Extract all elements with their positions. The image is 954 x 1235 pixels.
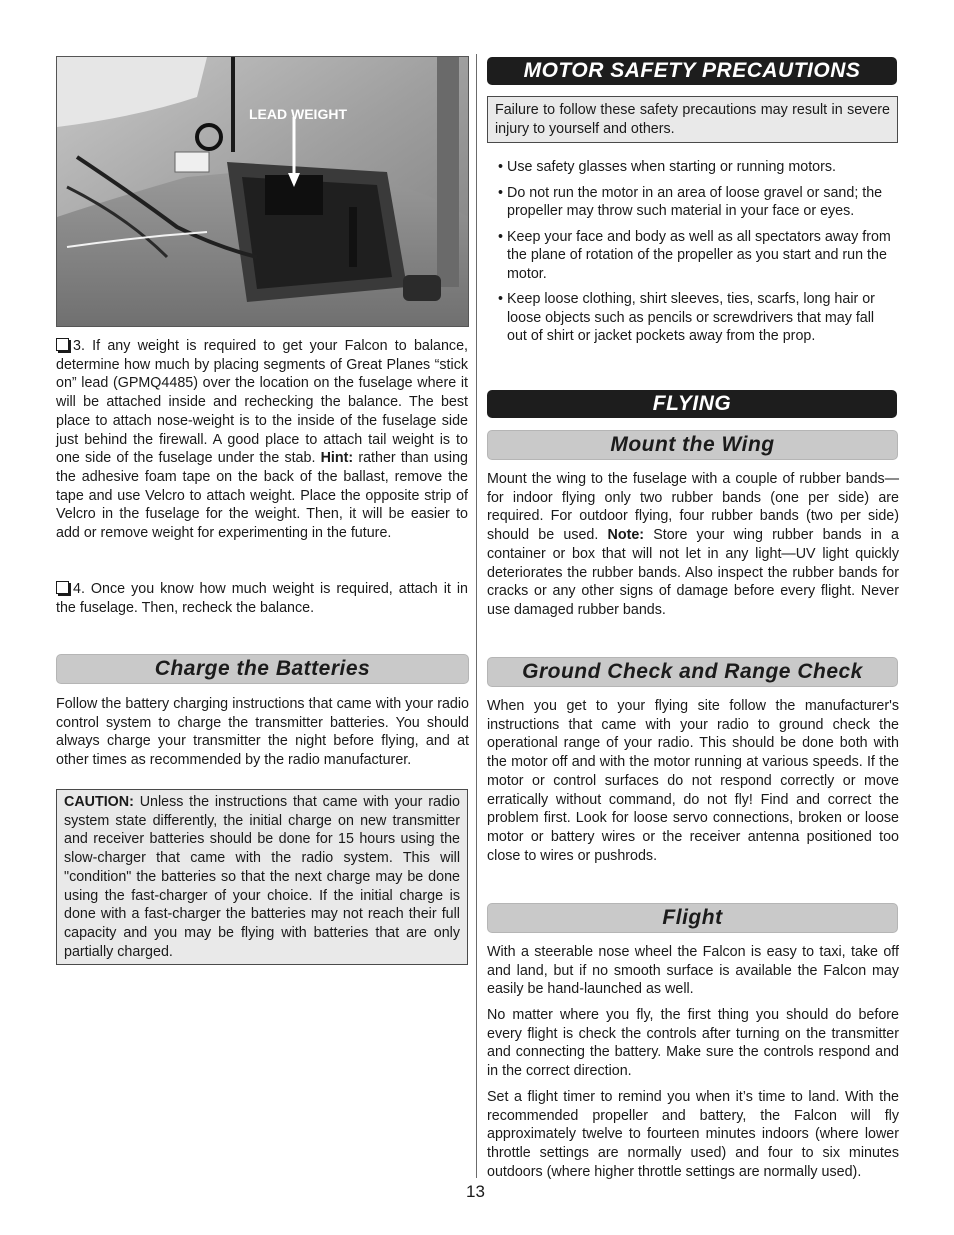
caution-text: Unless the instructions that came with your radio system state differently, the initial charge on new transmitter and receiver batteries should be done for 15 hours using the slow-charger that came with the radio system. This will "condition" the batteries so that the next charge may be done using the fast-charger of your choice. If the initial charge is done with a fast-charger the batteries may not reach their full capacity and you may be flying with batteries that are only partially charged. <box>64 794 460 960</box>
step-4-checkbox[interactable] <box>56 581 69 594</box>
column-divider <box>476 54 477 1178</box>
caution-label: CAUTION: <box>64 794 134 810</box>
motor-safety-heading: MOTOR SAFETY PRECAUTIONS <box>487 57 897 85</box>
step-4 <box>56 580 468 617</box>
flight-paragraph-3: Set a flight timer to remind you when it’s time to land. With the recommended propeller and battery, the Falcon will fly approximately twelve to fourteen minutes indoors (where lower throttle settings are normally used) and four to six minutes outdoors (where higher throttle settings are normally used). <box>487 1089 899 1180</box>
step-3-checkbox[interactable] <box>56 338 69 351</box>
hint-text: rather than using the adhesive foam tape on the back of the ballast, remove the tape and use Velcro to attach weight. Place the opposite strip of Velcro in the fuselage for the weight. Then, it will be easier to add or remove weight for experimenting in the future. <box>56 450 468 542</box>
ground-check-text: When you get to your flying site follow the manufacturer's instructions that came with your radio to ground check the operational range of your radio. This should be done both with the motor off and with the motor running at various speeds. If the motor or control surfaces do not respond correctly or move erratically without command, do not fly! Find and correct the problem first. Look for loose servo connections, broken or loose motor or battery wires or the receiver antenna positioned too close to wires or pushrods. <box>487 698 899 864</box>
hint-label: Hint: <box>320 450 354 467</box>
flying-heading: FLYING <box>487 390 897 418</box>
step-3-text: 3. If any weight is required to get your Falcon to balance, determine how much by placing segments of Great Planes “stick on” lead (GPMQ4485) over the location on the fuselage where it will be attached inside and rechecking the balance. The best place to attach nose-weight is to the inside of the fuselage side just behind the firewall. A good place to attach tail weight is to one side of the fuselage under the stab. <box>56 338 468 467</box>
safety-bullet: • Keep loose clothing, shirt sleeves, ties, scarfs, long hair or loose objects such as pencils or screwdrivers that may fall out of shirt or jacket pockets away from the prop. <box>493 290 893 346</box>
safety-warning-text: Failure to follow these safety precautions may result in severe injury to yourself and others. <box>495 102 890 137</box>
safety-bullet: • Use safety glasses when starting or running motors. <box>493 158 893 177</box>
lead-weight-callout: LEAD WEIGHT <box>249 106 347 122</box>
safety-bullet: • Do not run the motor in an area of loose gravel or sand; the propeller may throw such material in your face or eyes. <box>493 184 893 221</box>
mount-text-b: Store your wing rubber bands in a container or box that will not let in any light—UV light quickly deteriorates the rubber bands. Also inspect the rubber bands for cracks or any other signs of damage before every flight. Never use damaged rubber bands. <box>487 527 899 618</box>
charge-text: Follow the battery charging instructions that came with your radio control system to charge the transmitter batteries. You should always charge your transmitter the night before flying, and at other times as recommended by the radio manufacturer. <box>56 696 469 769</box>
safety-bullet-list <box>493 158 893 353</box>
mount-wing-text <box>487 470 899 620</box>
caution-box <box>56 789 468 965</box>
step-3 <box>56 337 468 543</box>
flight-paragraph-2: No matter where you fly, the first thing you should do before every flight is check the controls after turning on the transmitter and connecting the battery. Make sure the controls respond and in the correct direction. <box>487 1007 899 1080</box>
caution-paragraph <box>64 793 460 961</box>
flight-paragraph-1: With a steerable nose wheel the Falcon is easy to taxi, take off and land, but if no smooth surface is available the Falcon may easily be hand-launched as well. <box>487 944 899 998</box>
ground-check-heading: Ground Check and Range Check <box>487 657 898 687</box>
safety-warning-box <box>487 96 898 143</box>
note-label: Note: <box>607 527 645 544</box>
safety-bullet: • Keep your face and body as well as all spectators away from the plane of rotation of the propeller as you start and run the motor. <box>493 228 893 284</box>
lead-weight-photo <box>56 56 469 327</box>
mount-text-a: Mount the wing to the fuselage with a couple of rubber bands—for indoor flying only two rubber bands (one per side) are required. For outdoor flying, four rubber bands (two per side) should be used. <box>487 471 899 544</box>
flight-heading: Flight <box>487 903 898 933</box>
charge-batteries-heading: Charge the Batteries <box>56 654 469 684</box>
page-number: 13 <box>466 1182 485 1201</box>
step-4-text: 4. Once you know how much weight is required, attach it in the fuselage. Then, recheck the balance. <box>56 581 468 616</box>
mount-wing-heading: Mount the Wing <box>487 430 898 460</box>
